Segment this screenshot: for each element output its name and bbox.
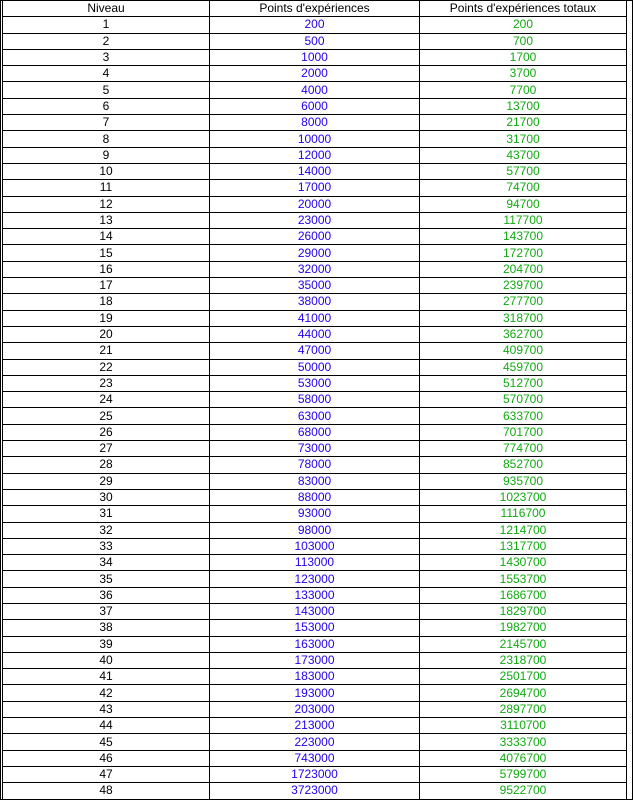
cell-total: 1829700: [420, 603, 627, 619]
cell-total: 3110700: [420, 718, 627, 734]
cell-total: 204700: [420, 261, 627, 277]
cell-points: 3723000: [210, 783, 420, 799]
cell-niveau: 9: [3, 147, 210, 163]
cell-total: 701700: [420, 424, 627, 440]
table-row: [3, 489, 627, 505]
cell-total: 1214700: [420, 522, 627, 538]
table-row: [3, 750, 627, 766]
table-row: [3, 669, 627, 685]
cell-niveau: 3: [3, 49, 210, 65]
table-row: [3, 522, 627, 538]
cell-points: 23000: [210, 212, 420, 228]
cell-niveau: 15: [3, 245, 210, 261]
cell-niveau: 35: [3, 571, 210, 587]
cell-points: 163000: [210, 636, 420, 652]
cell-total: 318700: [420, 310, 627, 326]
cell-total: 7700: [420, 82, 627, 98]
cell-points: 93000: [210, 506, 420, 522]
cell-niveau: 6: [3, 98, 210, 114]
table-row: [3, 620, 627, 636]
cell-total: 117700: [420, 212, 627, 228]
cell-total: 43700: [420, 147, 627, 163]
cell-points: 183000: [210, 669, 420, 685]
table-row: [3, 147, 627, 163]
cell-total: 935700: [420, 473, 627, 489]
cell-total: 21700: [420, 115, 627, 131]
header-row: [3, 1, 627, 17]
cell-points: 14000: [210, 163, 420, 179]
cell-niveau: 36: [3, 587, 210, 603]
cell-points: 8000: [210, 115, 420, 131]
table-row: [3, 701, 627, 717]
cell-points: 223000: [210, 734, 420, 750]
table-row: [3, 310, 627, 326]
cell-points: 133000: [210, 587, 420, 603]
header-total: Points d'expériences totaux: [420, 1, 627, 17]
cell-niveau: 40: [3, 652, 210, 668]
table-row: [3, 261, 627, 277]
cell-points: 88000: [210, 489, 420, 505]
cell-niveau: 23: [3, 375, 210, 391]
cell-points: 20000: [210, 196, 420, 212]
cell-niveau: 10: [3, 163, 210, 179]
cell-niveau: 30: [3, 489, 210, 505]
cell-total: 57700: [420, 163, 627, 179]
cell-points: 113000: [210, 555, 420, 571]
cell-points: 17000: [210, 180, 420, 196]
cell-points: 58000: [210, 392, 420, 408]
cell-total: 1116700: [420, 506, 627, 522]
table-row: [3, 392, 627, 408]
table-row: [3, 66, 627, 82]
cell-niveau: 39: [3, 636, 210, 652]
cell-points: 63000: [210, 408, 420, 424]
cell-niveau: 17: [3, 278, 210, 294]
cell-points: 73000: [210, 441, 420, 457]
cell-points: 200: [210, 17, 420, 33]
table-row: [3, 180, 627, 196]
cell-points: 98000: [210, 522, 420, 538]
cell-niveau: 16: [3, 261, 210, 277]
cell-points: 47000: [210, 343, 420, 359]
cell-total: 74700: [420, 180, 627, 196]
cell-points: 213000: [210, 718, 420, 734]
table-row: [3, 766, 627, 782]
table-row: [3, 652, 627, 668]
cell-points: 500: [210, 33, 420, 49]
cell-niveau: 33: [3, 538, 210, 554]
cell-niveau: 26: [3, 424, 210, 440]
cell-niveau: 37: [3, 603, 210, 619]
cell-total: 13700: [420, 98, 627, 114]
cell-points: 173000: [210, 652, 420, 668]
cell-niveau: 45: [3, 734, 210, 750]
cell-niveau: 22: [3, 359, 210, 375]
header-points: Points d'expériences: [210, 1, 420, 17]
table-row: [3, 375, 627, 391]
cell-niveau: 46: [3, 750, 210, 766]
cell-points: 2000: [210, 66, 420, 82]
table-row: [3, 718, 627, 734]
cell-points: 203000: [210, 701, 420, 717]
cell-points: 29000: [210, 245, 420, 261]
cell-points: 193000: [210, 685, 420, 701]
cell-total: 3333700: [420, 734, 627, 750]
cell-total: 277700: [420, 294, 627, 310]
cell-niveau: 44: [3, 718, 210, 734]
table-row: [3, 734, 627, 750]
cell-total: 1317700: [420, 538, 627, 554]
cell-total: 2501700: [420, 669, 627, 685]
cell-points: 38000: [210, 294, 420, 310]
cell-points: 53000: [210, 375, 420, 391]
cell-niveau: 20: [3, 326, 210, 342]
table-row: [3, 424, 627, 440]
cell-total: 1982700: [420, 620, 627, 636]
table-row: [3, 506, 627, 522]
table-row: [3, 17, 627, 33]
cell-points: 35000: [210, 278, 420, 294]
cell-total: 94700: [420, 196, 627, 212]
table-row: [3, 636, 627, 652]
cell-total: 852700: [420, 457, 627, 473]
cell-points: 83000: [210, 473, 420, 489]
cell-total: 172700: [420, 245, 627, 261]
cell-total: 1023700: [420, 489, 627, 505]
cell-points: 4000: [210, 82, 420, 98]
cell-niveau: 14: [3, 229, 210, 245]
cell-points: 26000: [210, 229, 420, 245]
cell-niveau: 43: [3, 701, 210, 717]
table-row: [3, 196, 627, 212]
table-row: [3, 115, 627, 131]
cell-total: 4076700: [420, 750, 627, 766]
table-row: [3, 359, 627, 375]
cell-points: 12000: [210, 147, 420, 163]
cell-total: 633700: [420, 408, 627, 424]
cell-total: 1700: [420, 49, 627, 65]
cell-points: 68000: [210, 424, 420, 440]
cell-niveau: 25: [3, 408, 210, 424]
cell-points: 6000: [210, 98, 420, 114]
table-row: [3, 98, 627, 114]
table-row: [3, 571, 627, 587]
table-body: [3, 17, 627, 799]
cell-niveau: 47: [3, 766, 210, 782]
cell-niveau: 11: [3, 180, 210, 196]
cell-niveau: 1: [3, 17, 210, 33]
cell-points: 32000: [210, 261, 420, 277]
cell-niveau: 5: [3, 82, 210, 98]
cell-total: 2145700: [420, 636, 627, 652]
cell-niveau: 13: [3, 212, 210, 228]
table-row: [3, 212, 627, 228]
table-row: [3, 408, 627, 424]
table-row: [3, 538, 627, 554]
cell-total: 2897700: [420, 701, 627, 717]
cell-points: 44000: [210, 326, 420, 342]
cell-niveau: 34: [3, 555, 210, 571]
table-row: [3, 229, 627, 245]
cell-total: 774700: [420, 441, 627, 457]
cell-total: 1430700: [420, 555, 627, 571]
cell-niveau: 27: [3, 441, 210, 457]
table-row: [3, 326, 627, 342]
cell-points: 41000: [210, 310, 420, 326]
table-row: [3, 245, 627, 261]
cell-niveau: 29: [3, 473, 210, 489]
table-row: [3, 343, 627, 359]
table-row: [3, 783, 627, 799]
cell-total: 512700: [420, 375, 627, 391]
cell-points: 78000: [210, 457, 420, 473]
table-row: [3, 441, 627, 457]
cell-niveau: 24: [3, 392, 210, 408]
cell-niveau: 32: [3, 522, 210, 538]
cell-total: 1686700: [420, 587, 627, 603]
cell-points: 743000: [210, 750, 420, 766]
experience-table: [2, 0, 627, 800]
table-row: [3, 131, 627, 147]
table-row: [3, 82, 627, 98]
cell-niveau: 28: [3, 457, 210, 473]
cell-niveau: 19: [3, 310, 210, 326]
cell-total: 2318700: [420, 652, 627, 668]
cell-niveau: 2: [3, 33, 210, 49]
table-row: [3, 555, 627, 571]
table-row: [3, 294, 627, 310]
cell-niveau: 12: [3, 196, 210, 212]
cell-niveau: 4: [3, 66, 210, 82]
cell-niveau: 8: [3, 131, 210, 147]
cell-points: 123000: [210, 571, 420, 587]
cell-total: 9522700: [420, 783, 627, 799]
cell-total: 700: [420, 33, 627, 49]
cell-total: 362700: [420, 326, 627, 342]
cell-niveau: 48: [3, 783, 210, 799]
cell-total: 1553700: [420, 571, 627, 587]
cell-points: 50000: [210, 359, 420, 375]
cell-points: 143000: [210, 603, 420, 619]
cell-total: 200: [420, 17, 627, 33]
cell-niveau: 31: [3, 506, 210, 522]
cell-total: 570700: [420, 392, 627, 408]
table-row: [3, 685, 627, 701]
cell-niveau: 42: [3, 685, 210, 701]
table-row: [3, 278, 627, 294]
cell-niveau: 18: [3, 294, 210, 310]
cell-points: 1723000: [210, 766, 420, 782]
cell-niveau: 41: [3, 669, 210, 685]
cell-points: 1000: [210, 49, 420, 65]
cell-total: 5799700: [420, 766, 627, 782]
table-row: [3, 473, 627, 489]
cell-points: 153000: [210, 620, 420, 636]
cell-total: 409700: [420, 343, 627, 359]
table-row: [3, 49, 627, 65]
cell-points: 10000: [210, 131, 420, 147]
table-row: [3, 587, 627, 603]
cell-total: 459700: [420, 359, 627, 375]
cell-total: 143700: [420, 229, 627, 245]
cell-points: 103000: [210, 538, 420, 554]
table-row: [3, 33, 627, 49]
cell-niveau: 38: [3, 620, 210, 636]
cell-total: 239700: [420, 278, 627, 294]
cell-niveau: 7: [3, 115, 210, 131]
cell-total: 31700: [420, 131, 627, 147]
cell-niveau: 21: [3, 343, 210, 359]
header-niveau: Niveau: [3, 1, 210, 17]
cell-total: 3700: [420, 66, 627, 82]
table-row: [3, 457, 627, 473]
cell-total: 2694700: [420, 685, 627, 701]
table-row: [3, 163, 627, 179]
table-row: [3, 603, 627, 619]
